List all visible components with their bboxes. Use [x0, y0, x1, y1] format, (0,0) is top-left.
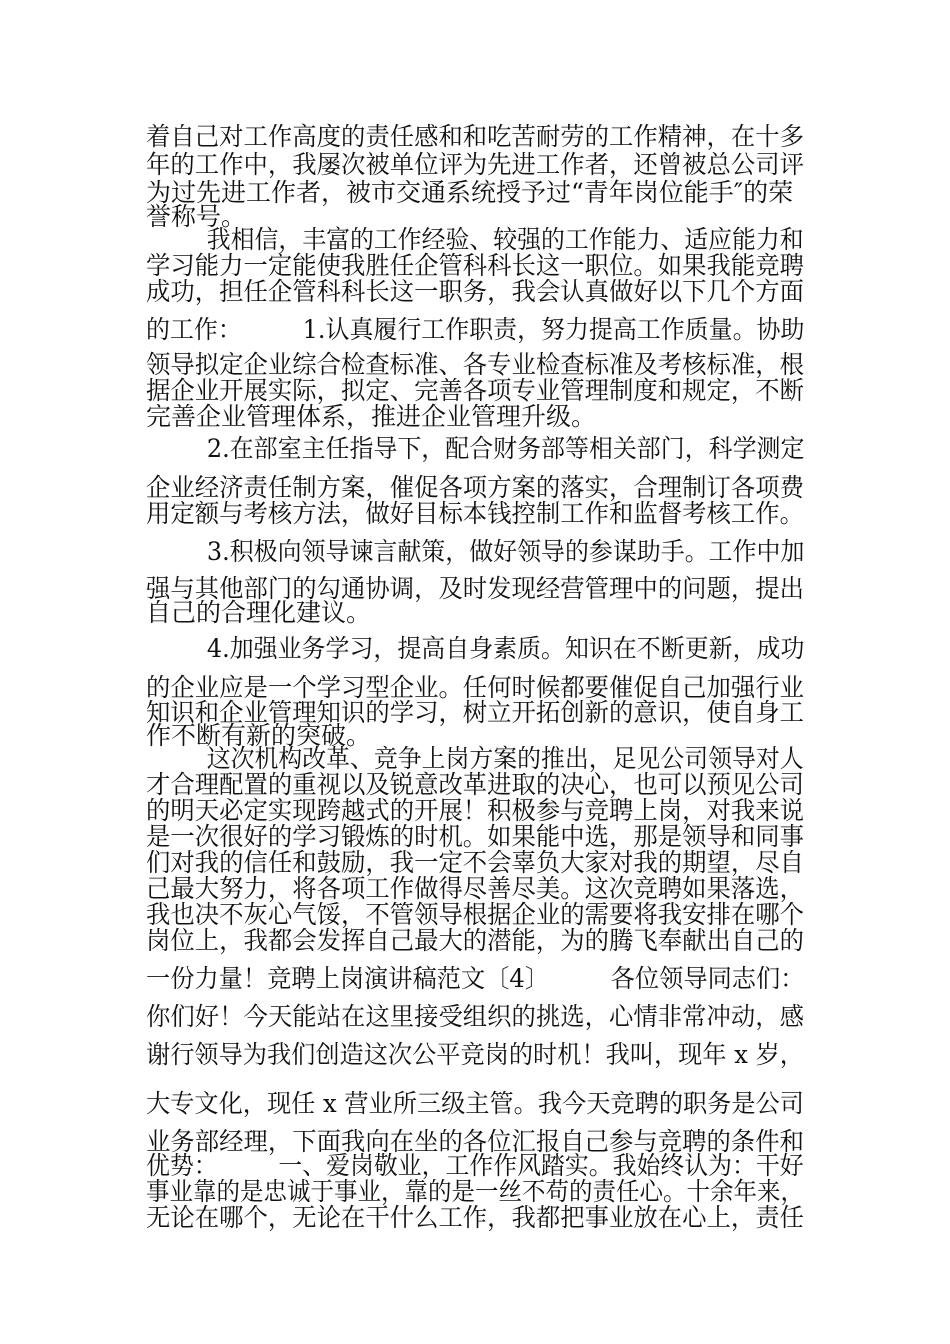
text-line: 是一次很好的学习锻炼的时机。如果能中选，那是领导和同事: [146, 822, 805, 851]
text-line: 的企业应是一个学习型企业。任何时候都要催促自己加强行业: [146, 673, 805, 702]
text-line: 一份力量！竞聘上岗演讲稿范文〔4〕 各位领导同志们：: [146, 964, 805, 993]
text-line: 自己的合理化建议。: [146, 598, 372, 627]
text-line: 的工作： 1.认真履行工作职责，努力提高工作质量。协助: [146, 315, 805, 344]
text-line: 们对我的信任和鼓励，我一定不会辜负大家对我的期望，尽自: [146, 848, 805, 877]
text-line: 誉称号。: [146, 202, 247, 231]
text-line: 领导拟定企业综合检查标准、各专业检查标准及考核标准，根: [146, 350, 805, 379]
text-line: 年的工作中，我屡次被单位评为先进工作者，还曾被总公司评: [146, 150, 805, 179]
list-item-line: 2.在部室主任指导下，配合财务部等相关部门，科学测定: [146, 434, 805, 463]
paragraph-first-line: 我相信，丰富的工作经验、较强的工作能力、适应能力和: [146, 225, 804, 254]
text-line: 无论在哪个，无论在干什么工作，我都把事业放在心上，责任: [146, 1203, 805, 1232]
text-line: 企业经济责任制方案，催促各项方案的落实，合理制订各项费: [146, 473, 805, 502]
text-line: 你们好！今天能站在这里接受组织的挑选，心情非常冲动，感: [146, 1002, 805, 1031]
text-line: 己最大努力，将各项工作做得尽善尽美。这次竞聘如果落选，: [146, 874, 805, 903]
text-line: 据企业开展实际，拟定、完善各项专业管理制度和规定，不断: [146, 376, 805, 405]
text-line: 着自己对工作高度的责任感和和吃苦耐劳的工作精神，在十多: [146, 122, 805, 151]
list-item-line: 4.加强业务学习，提高自身素质。知识在不断更新，成功: [146, 634, 805, 663]
text-line: 我也决不灰心气馁，不管领导根据企业的需要将我安排在哪个: [146, 900, 805, 929]
text-line: 完善企业管理体系，推进企业管理升级。: [146, 402, 597, 431]
text-line: 岗位上，我都会发挥自己最大的潜能，为的腾飞奉献出自己的: [146, 926, 805, 955]
text-line: 谢行领导为我们创造这次公平竞岗的时机！我叫，现年 x 岁，: [146, 1040, 804, 1069]
text-line: 成功，担任企管科科长这一职务，我会认真做好以下几个方面: [146, 277, 805, 306]
text-line: 为过先进工作者，被市交通系统授予过“青年岗位能手″的荣: [146, 178, 794, 207]
text-line: 用定额与考核方法，做好目标本钱控制工作和监督考核工作。: [146, 499, 805, 528]
text-line: 事业靠的是忠诚于事业，靠的是一丝不苟的责任心。十余年来，: [146, 1177, 805, 1206]
text-line: 强与其他部门的勾通协调，及时发现经营管理中的问题，提出: [146, 574, 805, 603]
text-line: 才合理配置的重视以及锐意改革进取的决心，也可以预见公司: [146, 770, 805, 799]
text-line: 业务部经理，下面我向在坐的各位汇报自己参与竞聘的条件和: [146, 1127, 805, 1156]
text-line: 优势： 一、爱岗敬业，工作作风踏实。我始终认为：干好: [146, 1151, 804, 1180]
text-line: 的明天必定实现跨越式的开展！积极参与竞聘上岗，对我来说: [146, 796, 805, 825]
text-line: 学习能力一定能使我胜任企管科科长这一职位。如果我能竞聘: [146, 251, 805, 280]
list-item-line: 3.积极向领导谏言献策，做好领导的参谋助手。工作中加: [146, 537, 805, 566]
text-line: 大专文化，现任 x 营业所三级主管。我今天竞聘的职务是公司: [146, 1089, 804, 1118]
text-line: 作不断有新的突破。: [146, 721, 372, 750]
text-line: 知识和企业管理知识的学习，树立开拓创新的意识，使自身工: [146, 698, 805, 727]
paragraph-first-line: 这次机构改革、竞争上岗方案的推出，足见公司领导对人: [146, 744, 804, 773]
